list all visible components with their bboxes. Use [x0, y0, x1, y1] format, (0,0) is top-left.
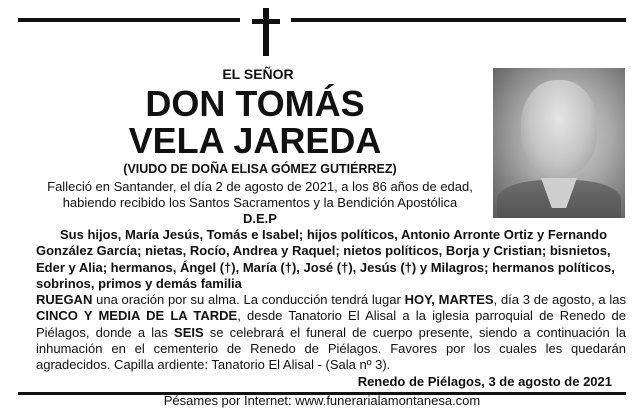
- family-list: Sus hijos, María Jesús, Tomás e Isabel; hijos políticos, Antonio Arronte Ortiz y Fernando González García; nietas, Rocío, Andrea y Raquel; nietos políticos, Borja y Cristian; bisnietos, Eder y Alia; hermanos, Ángel (†), María (†), José (†), Jesús (†) y Milagros; hermanos políticos, sobrinos, primos y demás familia: [36, 227, 615, 291]
- cross-icon: [252, 8, 280, 56]
- top-rule-left: [18, 18, 240, 22]
- portrait-face: [521, 80, 597, 176]
- condolences-footer: Pésames por Internet: www.funerarialamontanesa.com: [163, 393, 481, 408]
- place-date: Renedo de Piélagos, 3 de agosto de 2021: [357, 374, 612, 389]
- funeral-announcement: RUEGAN una oración por su alma. La conducción tendrá lugar HOY, MARTES, día 3 de agosto, a las CINCO Y MEDIA DE LA TARDE, desde Tanatorio El Alisal a la iglesia parroquial de Renedo de Piélagos, donde a las SEIS se celebrará el funeral de cuerpo presente, siendo a continuación la inhumación en el cementerio de Renedo de Piélagos. Favores por los cuales les quedarán agradecidos. Capilla ardiente: Tanatorio El Alisal - (Sala nº 3).: [36, 292, 627, 373]
- dep-label: D.E.P: [243, 211, 277, 226]
- name-line-2: VELA JAREDA: [128, 120, 382, 161]
- death-info-line-1: Falleció en Santander, el día 2 de agosto de 2021, a los 86 años de edad,: [47, 179, 473, 194]
- widower-subtitle: (VIUDO DE DOÑA ELISA GÓMEZ GUTIÉRREZ): [123, 162, 397, 176]
- honorific: EL SEÑOR: [222, 66, 294, 82]
- top-rule-right: [291, 18, 626, 22]
- name-line-1: DON TOMÁS: [145, 83, 365, 124]
- death-info-line-2: habiendo recibido los Santos Sacramentos y la Bendición Apostólica: [62, 195, 458, 210]
